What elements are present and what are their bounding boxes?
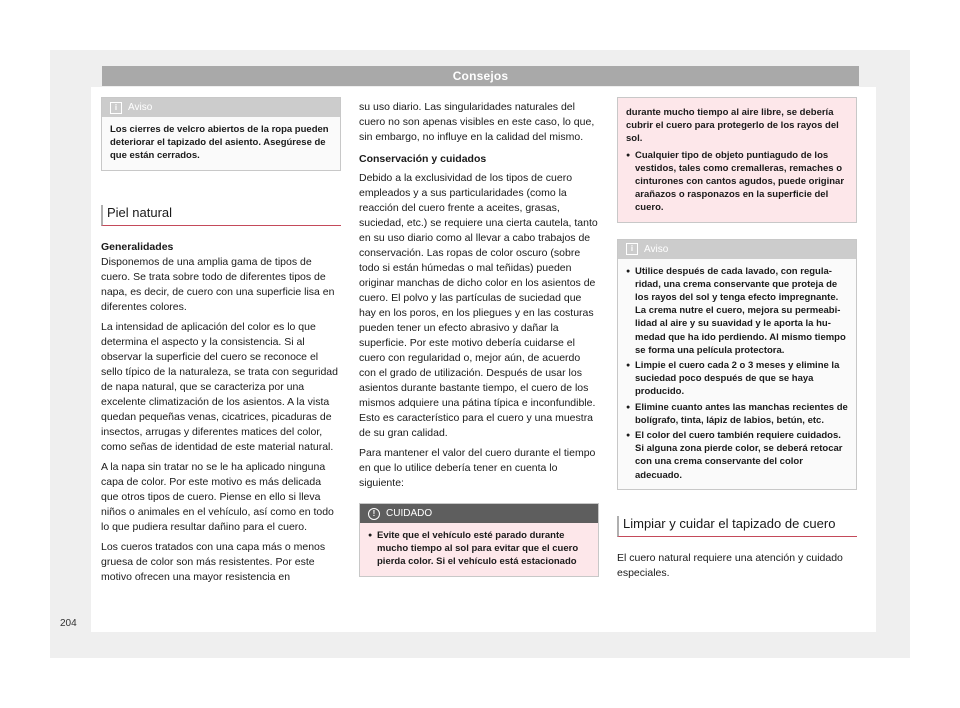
page-number: 204 (60, 618, 77, 629)
aviso-box-2 (617, 239, 857, 490)
page-header: Consejos (102, 66, 859, 86)
page-content (91, 87, 876, 632)
aviso-box (101, 97, 341, 171)
cuidado-continued-box (617, 97, 857, 223)
aviso-text: Los cierres de velcro abiertos de la ropa pueden deteriorar el tapizado del asiento. Asegúrese de que están cerrados. (110, 124, 329, 162)
paragraph: Debido a la exclusividad de los tipos de cuero empleados y a sus particularidades (como la reacción del cuero frente a aceites, grasas, suciedad, etc.) se requiere una cierta cautela, tanto en su uso diario como al llevar a cabo trabajos de conservación. Las ropas de color oscuro (sobre todo si están húmedas o mal teñidas) pueden originar manchas de dicho color en los asientos de cuero. El polvo y las partículas de suciedad que hay en los poros, en los pliegues y en las costuras pueden tener un efecto abrasivo y dañar la superficie. Por este motivo debería cuidarse el cuero con regularidad o, mejor aún, de acuerdo con el grado de utilización. Después de usar los asientos durante bastante tiempo, el cuero de los mismos adquiere una pátina típica e inconfundible. Esto es característico para el cuero y una muestra de su gran calidad. (359, 172, 598, 439)
cuidado-box (359, 503, 599, 577)
generalidades-block (101, 240, 341, 585)
caution-icon: ! (368, 508, 380, 520)
aviso-title: Aviso (128, 102, 153, 113)
paragraph: La intensidad de aplicación del color es lo que determina el aspecto y la consistencia. Si al observar la superficie del cuero se reconoce el sello típico de la naturaleza, se trata con seguridad de napa natural, que se caracteriza por una excelente climatización de los asientos. A la vista quedan pequeñas venas, cicatrices, picaduras de insectos, arrugas y diferentes matices del color, como señas de identidad de este material natural. (101, 320, 338, 453)
aviso-title: Aviso (644, 243, 669, 255)
column-2 (359, 100, 599, 577)
aviso-title-bar (618, 240, 856, 259)
paragraph: El cuero natural requiere una atención y cuidado especiales. (617, 551, 843, 579)
aviso-item: ● El color del cuero también requiere cuidados. Si alguna zona pierde color, se deberá retocar con una crema conservante del color adecuado. (626, 429, 848, 482)
aviso-title-bar (102, 98, 340, 117)
paragraph: Disponemos de una amplia gama de tipos de cuero. Se trata sobre todo de diferentes tipos de napa, es decir, de cuero con una superficie lisa en diferentes colores. (101, 255, 335, 313)
cuidado-title-bar (360, 504, 598, 523)
cuidado-title: CUIDADO (386, 508, 433, 519)
section-title-limpiar: Limpiar y cuidar el tapizado de cuero (617, 516, 857, 537)
paragraph: Para mantener el valor del cuero durante el tiempo en que lo utilice debería tener en cuenta lo siguiente: (359, 447, 596, 489)
aviso-item: ● Utilice después de cada lavado, con regularidad, una crema conservante que proteja de los rayos del sol y tenga efecto impregnante. La crema nutre el cuero, mejora su permeabilidad al aire y su suavidad y le aporta la humedad que ha ido perdiendo. Al mismo tiempo se forma una película protectora. (626, 265, 848, 357)
aviso-item: ● Elimine cuanto antes las manchas recientes de bolígrafo, tinta, lápiz de labios, betún, etc. (626, 401, 848, 427)
info-icon: i (110, 102, 122, 114)
paragraph: Los cueros tratados con una capa más o menos gruesa de color son más resistentes. Por este motivo ofrecen una mayor resistencia en (101, 540, 326, 583)
generalidades-heading: Generalidades (101, 240, 174, 253)
cuidado-continued-text: durante mucho tiempo al aire libre, se debería cubrir el cuero para protegerlo de los rayos del sol. (626, 107, 839, 145)
paragraph: A la napa sin tratar no se le ha aplicado ninguna capa de color. Por este motivo es más delicada que otros tipos de cuero. Piense en ello si lleva niños o animales en el vehículo, así como en todo lo que pudiera resultar dañino para el cuero. (101, 460, 334, 533)
cuidado-body (360, 523, 598, 576)
column-3 (617, 97, 857, 581)
column-1 (101, 97, 341, 585)
cuidado-continued-body (618, 98, 856, 222)
conservacion-heading: Conservación y cuidados (359, 153, 487, 165)
aviso-item: ● Limpie el cuero cada 2 o 3 meses y elimine la suciedad poco después de que se haya producido. (626, 359, 848, 399)
cuidado-item: ● Cualquier tipo de objeto puntiagudo de los vestidos, tales como cremalleras, remaches o cinturones con cantos agudos, puede originar arañazos o rasponazos en la superficie del cuero. (626, 149, 848, 215)
cuidado-item: ● Evite que el vehículo esté parado durante mucho tiempo al sol para evitar que el cuero pierda color. Si el vehículo está estacionado (368, 529, 590, 569)
aviso-list (618, 259, 856, 489)
info-icon: i (626, 243, 638, 255)
section-title-piel-natural: Piel natural (101, 205, 341, 226)
paragraph: su uso diario. Las singularidades naturales del cuero no son apenas visibles en este caso, lo que, sin embargo, no influye en la calidad del mismo. (359, 101, 595, 143)
